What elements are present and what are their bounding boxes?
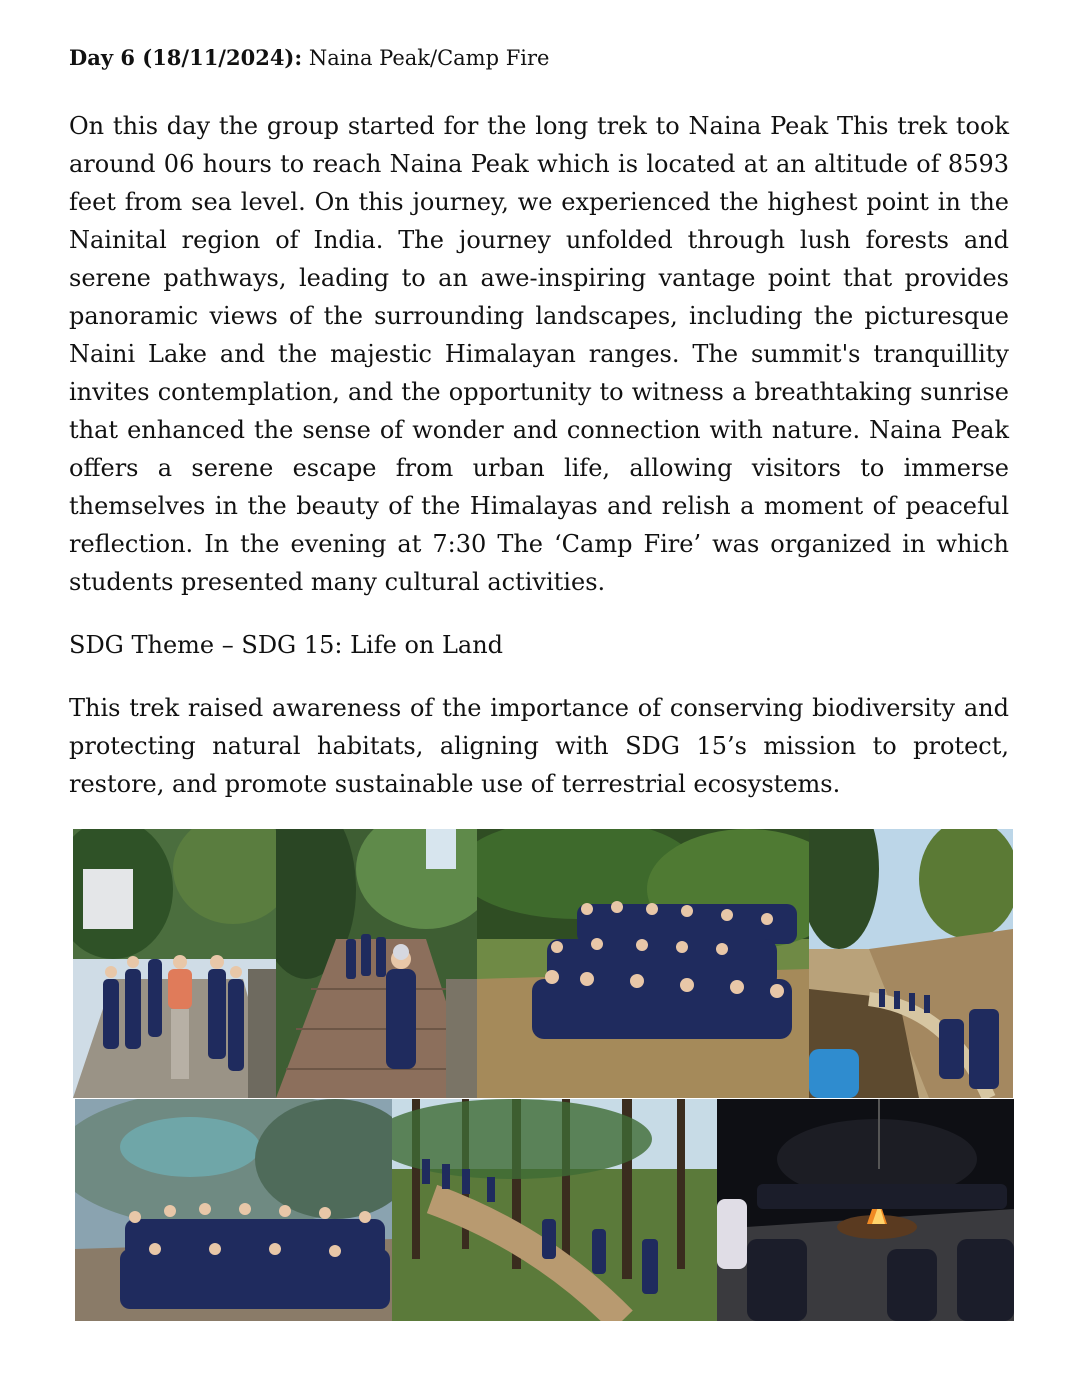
- group-on-road-photo: [73, 829, 276, 1098]
- trek-description-paragraph: On this day the group started for the long trek to Naina Peak This trek took around 06 hours to reach Naina Peak which is located at an altitude of 8593 feet from sea level. On this journey, we experienced the highest point in the Nainital region of India. The journey unfolded through lush forests and serene pathways, leading to an awe-inspiring vantage point that provides panoramic views of the surrounding landscapes, including the picturesque Naini Lake and the majestic Himalayan ranges. The summit's tranquillity invites contemplation, and the opportunity to witness a breathtaking sunrise that enhanced the sense of wonder and connection with nature. Naina Peak offers a serene escape from urban life, allowing visitors to immerse themselves in the beauty of the Himalayas and relish a moment of peaceful reflection. In the evening at 7:30 The ‘Camp Fire’ was organized in which students presented many cultural activities.: [69, 112, 1009, 596]
- group-at-lake-viewpoint-photo: [75, 1099, 392, 1321]
- day-separator: :: [294, 45, 303, 70]
- day-subject: Naina Peak/Camp Fire: [302, 46, 550, 70]
- sdg-theme-line: SDG Theme – SDG 15: Life on Land: [69, 631, 504, 659]
- forest-trail-photo: [392, 1099, 717, 1321]
- sdg-explanation-paragraph: This trek raised awareness of the importance of conserving biodiversity and protecting natural habitats, aligning with SDG 15’s mission to protect, restore, and promote sustainable use of terrestrial ecosystems.: [69, 694, 1009, 798]
- group-seated-on-hillside-photo: [477, 829, 809, 1098]
- trail-line-photo: [809, 829, 1013, 1098]
- trekker-on-brick-path-photo: [276, 829, 477, 1098]
- day-label: Day 6 (18/11/2024): [69, 45, 295, 70]
- campfire-night-photo: [717, 1099, 1014, 1321]
- day-heading: [69, 44, 549, 72]
